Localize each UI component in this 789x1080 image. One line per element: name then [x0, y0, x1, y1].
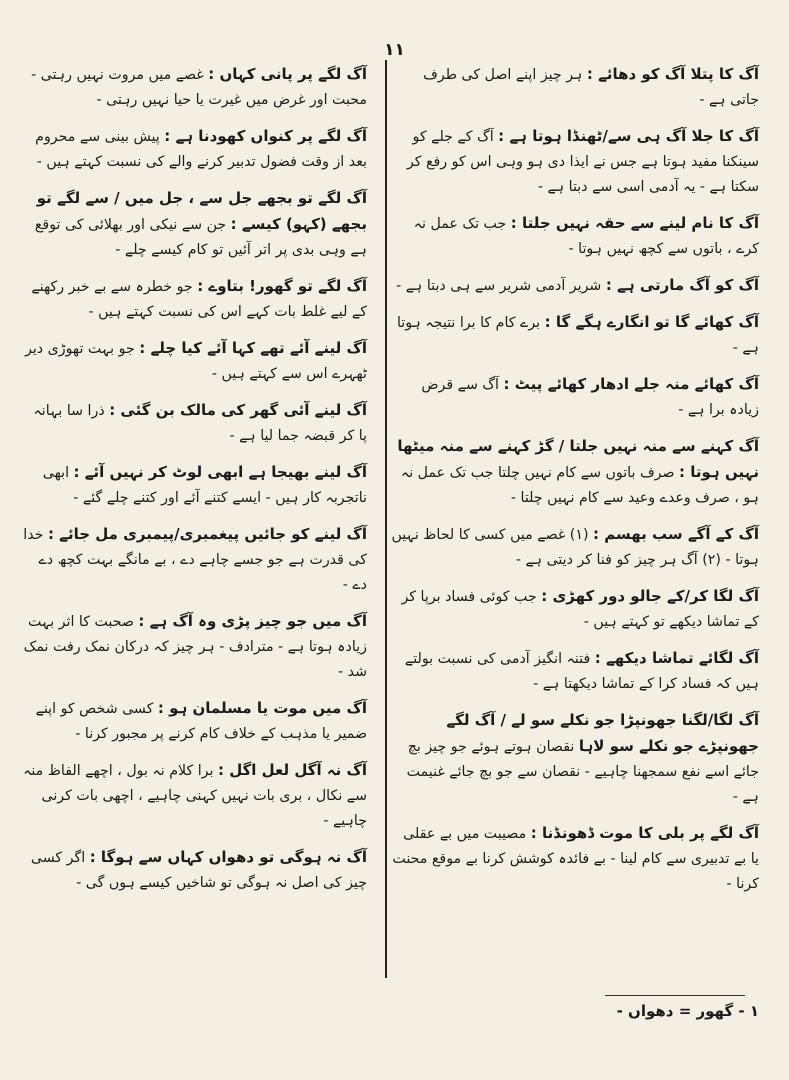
proverb-entry	[22, 62, 367, 113]
proverb-headword: آگ لینے کو جائیں پیغمبری/پیمبری مل جائے :	[47, 525, 367, 543]
proverb-headword: آگ کھائے منہ جلے ادھار کھائے پیٹ :	[503, 375, 759, 393]
proverb-headword: آگ کھائے گا تو انگارے ہگے گا :	[544, 313, 759, 331]
proverb-headword: آگ کا جلا آگ ہی سے/ٹھنڈا ہوتا ہے :	[498, 127, 759, 145]
proverb-headword: آگ کا پتلا آگ کو دھائے :	[586, 65, 759, 83]
proverb-headword: آگ کہنے سے منہ نہیں جلتا / گڑ کہنے سے منہ میٹھا نہیں ہوتا :	[397, 437, 759, 481]
proverb-headword: آگ لگے تو گھور! بتاوے :	[197, 277, 367, 295]
proverb-entry	[391, 310, 759, 361]
proverb-meaning: مصیبت میں بے عقلی یا بے تدبیری سے کام لینا - بے فائدہ کوشش کرنا بے موقع محنت کرنا -	[392, 826, 759, 892]
proverb-entry	[391, 708, 759, 810]
proverb-entry	[391, 372, 759, 423]
footnote: ۱ - گھور = دھواں -	[616, 1002, 759, 1020]
proverb-entry	[391, 62, 759, 113]
proverb-meaning: آگ سے قرض زیادہ برا ہے -	[421, 377, 759, 418]
proverb-entry	[22, 398, 367, 449]
footnote-rule	[605, 995, 745, 996]
proverb-meaning: جب کوئی فساد برپا کر کے تماشا دیکھے تو کہتے ہیں -	[401, 589, 759, 630]
proverb-headword: آگ لگے تو بجھے جل سے ، جل میں / سے لگے تو بجھے (کہو) کیسے :	[36, 189, 367, 233]
proverb-meaning: آگ کے جلے کو سینکنا مفید ہوتا ہے جس نے ایذا دی ہو وہی اس کو رفع کر سکتا ہے - یہ آدمی اسی سے دبتا ہے -	[406, 129, 759, 195]
proverb-meaning: غصے میں مروت نہیں رہتی - محبت اور غرض میں غیرت یا حیا نہیں رہتی -	[31, 67, 367, 108]
proverb-meaning: نقصان ہوتے ہوئے جو چیز بچ جائے اسے نفع سمجھنا چاہیے - نقصان سے جو بچ جائے غنیمت ہے -	[406, 739, 759, 805]
proverb-meaning: ہر چیز اپنے اصل کی طرف جاتی ہے -	[423, 67, 759, 108]
proverb-entry	[22, 186, 367, 263]
proverb-entry	[22, 336, 367, 387]
proverb-meaning: جو بہت تھوڑی دیر ٹھہرے اس سے کہتے ہیں -	[25, 341, 367, 382]
proverb-entry	[22, 274, 367, 325]
proverb-meaning: اگر کسی چیز کی اصل نہ ہوگی تو شاخیں کیسے ہوں گی -	[30, 850, 367, 891]
proverb-entry	[22, 696, 367, 747]
proverb-headword: آگ لگا/لگنا جھونپڑا جو نکلے سو لے / آگ لگے جھونپڑے جو نکلے سو لاہا	[446, 711, 759, 755]
proverb-headword: آگ لینے آئے تھے کہا آئے کیا چلے :	[139, 339, 367, 357]
proverb-headword: آگ لینے بھیجا ہے ابھی لوٹ کر نہیں آئے :	[73, 463, 367, 481]
proverb-entry	[391, 821, 759, 897]
proverb-headword: آگ لگائے تماشا دیکھے :	[594, 649, 759, 667]
proverb-entry	[391, 273, 759, 299]
right-column	[391, 62, 759, 908]
proverb-headword: آگ لگے پر پانی کہاں :	[208, 65, 367, 83]
proverb-entry	[22, 124, 367, 175]
proverb-entry	[391, 124, 759, 200]
proverb-entry	[391, 211, 759, 262]
proverb-headword: آگ کے آگے سب بھسم :	[593, 525, 759, 543]
proverb-meaning: جو خطرہ سے بے خبر رکھنے کے لیے غلط بات کہے اس کی نسبت کہتے ہیں -	[31, 279, 367, 320]
proverb-meaning: برا کلام نہ بول ، اچھے الفاظ منہ سے نکال ، بری بات نہیں کہنی چاہیے ، اچھی بات کرنی چاہیے -	[23, 763, 367, 829]
proverb-meaning: جن سے نیکی اور بھلائی کی توقع ہے وہی بدی پر اتر آئیں تو کام کیسے چلے -	[34, 217, 367, 258]
proverb-meaning: خدا کی قدرت ہے جو جسے چاہے دے ، بے مانگے بہت کچھ دے دے -	[23, 527, 367, 593]
left-column	[22, 62, 367, 907]
proverb-meaning: ذرا سا بہانہ پا کر قبضہ جما لیا ہے -	[33, 403, 367, 444]
proverb-entry	[22, 758, 367, 834]
proverb-entry	[22, 609, 367, 685]
proverb-entry	[22, 460, 367, 511]
proverb-headword: آگ کو آگ مارتی ہے :	[605, 276, 759, 294]
proverb-entry	[391, 522, 759, 573]
proverb-headword: آگ میں موت یا مسلمان ہو :	[157, 699, 367, 717]
proverb-headword: آگ لگے پر بلی کا موت ڈھونڈنا :	[530, 824, 759, 842]
proverb-entry	[22, 845, 367, 896]
proverb-meaning: صحبت کا اثر بہت زیادہ ہوتا ہے - مترادف - ہر چیز کہ درکان نمک رفت نمک شد -	[23, 614, 367, 680]
proverb-meaning: برے کام کا برا نتیجہ ہوتا ہے -	[396, 315, 759, 356]
proverb-headword: آگ نہ ہوگی تو دھواں کہاں سے ہوگا :	[89, 848, 367, 866]
proverb-meaning: پیش بینی سے محروم بعد از وقت فضول تدبیر کرنے والے کی نسبت کہتے ہیں -	[35, 129, 367, 170]
proverb-meaning: فتنہ انگیز آدمی کی نسبت بولتے ہیں کہ فساد کرا کے تماشا دیکھتا ہے -	[404, 651, 759, 692]
proverb-entry	[391, 434, 759, 511]
proverb-headword: آگ میں جو چیز پڑی وہ آگ ہے :	[138, 612, 367, 630]
proverb-headword: آگ کا نام لینے سے حقہ نہیں جلتا :	[510, 214, 759, 232]
proverb-headword: آگ لینے آئی گھر کی مالک بن گئی :	[109, 401, 367, 419]
proverb-meaning: (۱) غصے میں کسی کا لحاظ نہیں ہوتا - (۲) آگ ہر چیز کو فنا کر دیتی ہے -	[391, 527, 759, 568]
proverb-headword: آگ لگا کر/کے جالو دور کھڑی :	[541, 587, 759, 605]
page-number: ۱۱	[384, 40, 405, 60]
proverb-meaning: شریر آدمی شریر سے ہی دبتا ہے -	[396, 278, 602, 294]
proverb-meaning: کسی شخص کو اپنے ضمیر یا مذہب کے خلاف کام کرنے پر مجبور کرنا -	[35, 701, 367, 742]
proverb-meaning: جب تک عمل نہ کرے ، باتوں سے کچھ نہیں ہوتا -	[413, 216, 759, 257]
proverb-meaning: صرف باتوں سے کام نہیں چلتا جب تک عمل نہ ہو ، صرف وعدے وعید سے کام نہیں چلتا -	[400, 465, 759, 506]
proverb-entry	[391, 584, 759, 635]
column-divider	[385, 60, 387, 978]
proverb-entry	[391, 646, 759, 697]
proverb-headword: آگ نہ آگل لعل اگل :	[217, 761, 367, 779]
proverb-meaning: ابھی ناتجربہ کار ہیں - ایسے کتنے آئے اور کتنے چلے گئے -	[42, 465, 367, 506]
proverb-entry	[22, 522, 367, 598]
proverb-headword: آگ لگے پر کنواں کھودنا ہے :	[164, 127, 367, 145]
